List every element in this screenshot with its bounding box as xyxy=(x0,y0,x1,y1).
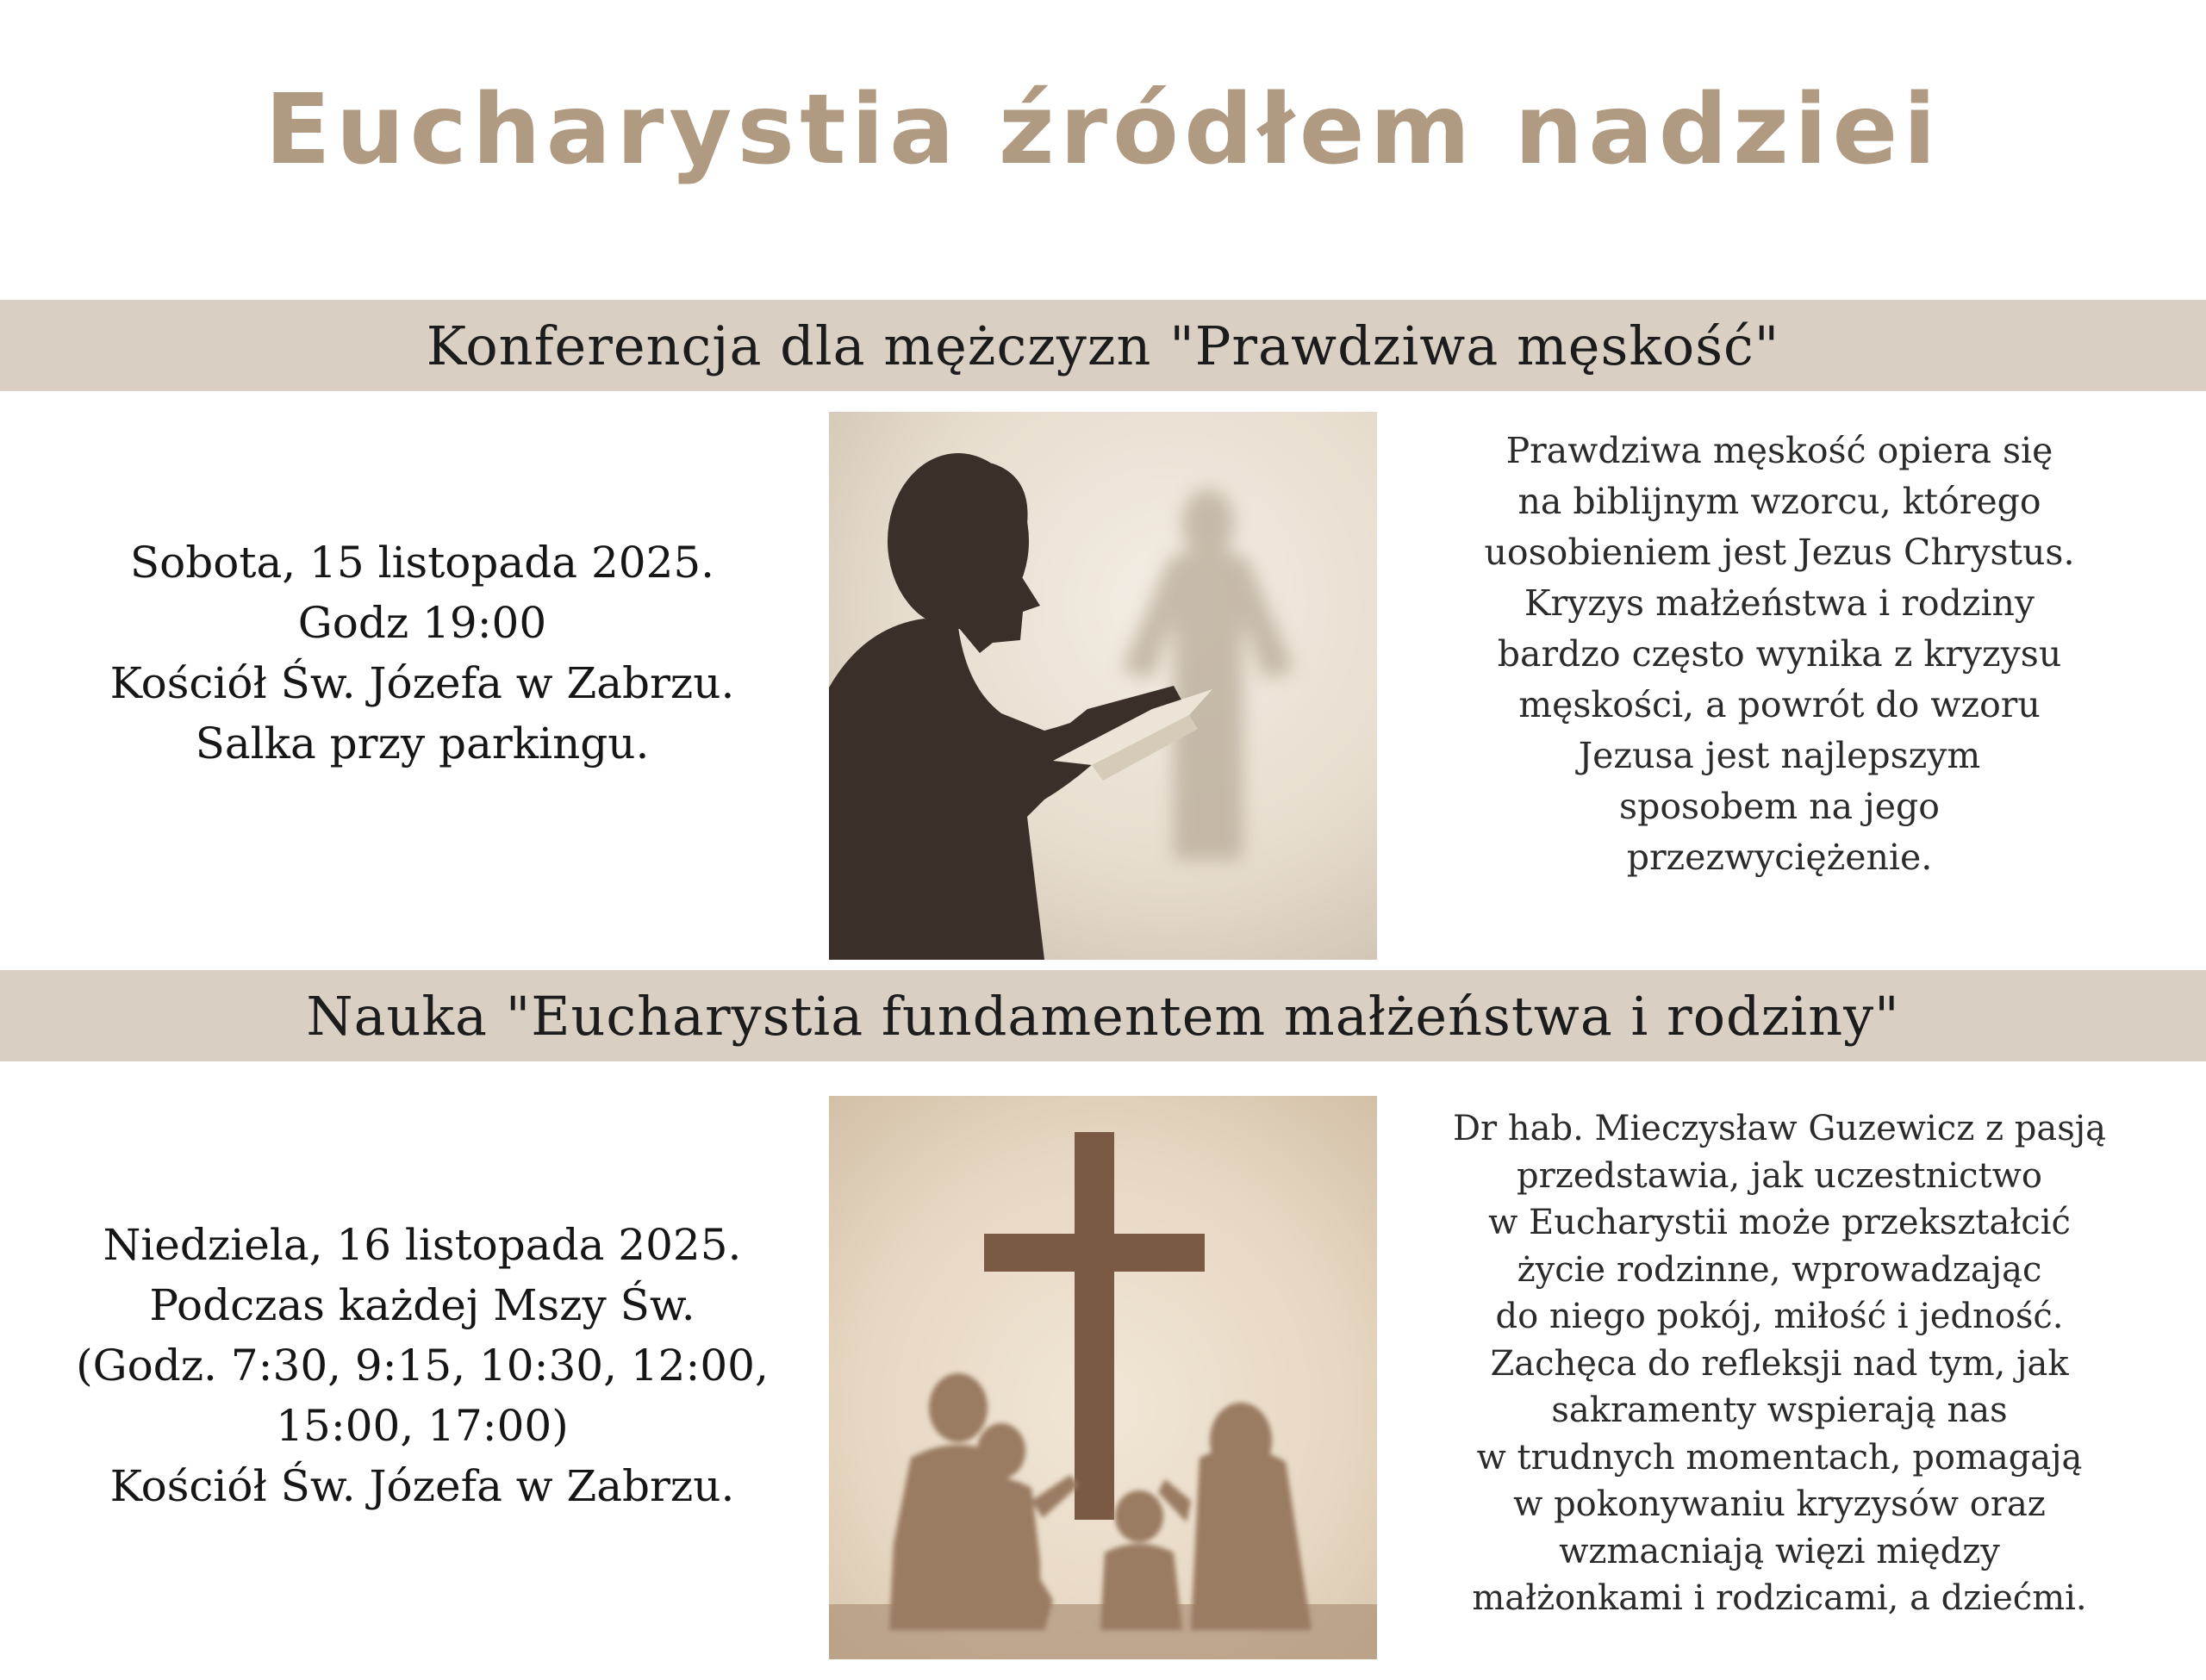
description-line: przezwyciężenie. xyxy=(1626,837,1933,878)
description-line: życie rodzinne, wprowadzając xyxy=(1517,1249,2042,1290)
event-mass-times: (Godz. 7:30, 9:15, 10:30, 12:00, xyxy=(76,1341,769,1391)
event-room: Salka przy parkingu. xyxy=(195,719,650,768)
description-line: Prawdziwa męskość opiera się xyxy=(1505,430,2053,471)
description-line: Kryzys małżeństwa i rodziny xyxy=(1524,582,2035,624)
description-line: Zachęca do refleksji nad tym, jak xyxy=(1490,1343,2069,1384)
section-1-heading-band xyxy=(0,300,2206,391)
event-location: Kościół Św. Józefa w Zabrzu. xyxy=(109,1461,735,1511)
description-line: męskości, a powrót do wzoru xyxy=(1518,684,2041,725)
page-title: Eucharystia źródłem nadziei xyxy=(265,74,1941,186)
section-2-heading-band xyxy=(0,970,2206,1061)
event-mass-times-cont: 15:00, 17:00) xyxy=(276,1401,569,1451)
description-line: do niego pokój, miłość i jedność. xyxy=(1495,1297,2064,1336)
event-date: Sobota, 15 listopada 2025. xyxy=(129,538,715,588)
description-line: bardzo często wynika z kryzysu xyxy=(1497,633,2062,675)
section-2-description xyxy=(1413,1105,2146,1622)
description-line: w trudnych momentach, pomagają xyxy=(1476,1437,2083,1478)
section-2-event-info xyxy=(34,1215,810,1516)
description-line: sposobem na jego xyxy=(1619,786,1940,827)
description-line: uosobieniem jest Jezus Chrystus. xyxy=(1484,532,2075,573)
description-line: w Eucharystii może przekształcić xyxy=(1488,1203,2071,1242)
event-time: Godz 19:00 xyxy=(297,598,547,648)
event-location: Kościół Św. Józefa w Zabrzu. xyxy=(109,658,735,708)
section-1-heading: Konferencja dla mężczyzn "Prawdziwa męskość" xyxy=(426,314,1780,377)
description-line: na biblijnym wzorcu, którego xyxy=(1517,481,2041,522)
description-line: małżonkami i rodzicami, a dziećmi. xyxy=(1472,1578,2087,1618)
event-occasion: Podczas każdej Mszy Św. xyxy=(149,1280,695,1330)
description-line: w pokonywaniu kryzysów oraz xyxy=(1513,1484,2046,1524)
description-line: wzmacniają więzi między xyxy=(1559,1531,2000,1571)
description-line: sakramenty wspierają nas xyxy=(1551,1391,2008,1430)
man-praying-photo xyxy=(829,412,1377,960)
section-1-event-info xyxy=(34,532,810,774)
section-2-heading: Nauka "Eucharystia fundamentem małżeństwa i rodziny" xyxy=(306,984,1900,1048)
description-line: przedstawia, jak uczestnictwo xyxy=(1517,1155,2042,1196)
family-cross-photo xyxy=(829,1096,1377,1659)
section-1-description xyxy=(1413,426,2146,883)
description-line: Dr hab. Mieczysław Guzewicz z pasją xyxy=(1452,1109,2107,1148)
description-line: Jezusa jest najlepszym xyxy=(1578,735,1981,776)
event-date: Niedziela, 16 listopada 2025. xyxy=(103,1220,742,1270)
